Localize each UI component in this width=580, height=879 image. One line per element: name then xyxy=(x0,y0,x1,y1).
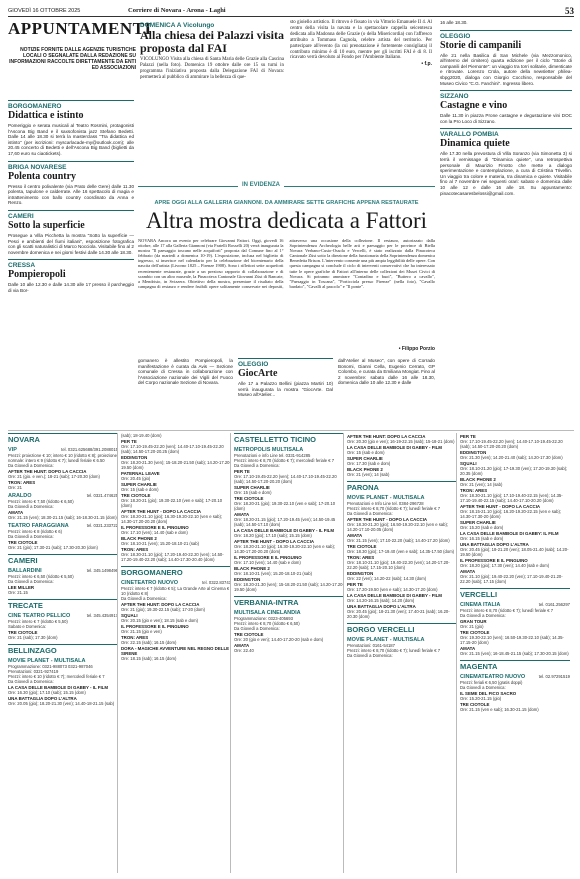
cinema-phone: tel. 0321.474625 xyxy=(86,493,118,498)
film-title: AMATA xyxy=(234,512,250,517)
schedule-line: Ore: 18.10-21.20 (gio); 17-19.30 (ven); 17.20-19.30 (sab); 20.35 (dom) xyxy=(460,466,568,476)
schedule-line: Da Giovedì a Domenica: xyxy=(347,653,393,658)
cinema-column xyxy=(460,433,570,873)
city-title: TRECATE xyxy=(8,599,118,610)
schedule-line: Ore: 21.10 (gio); 19.40-22.20 (ven); 17.10-19.40-21.20-22.20 (sab); 17.15 (dom) xyxy=(460,574,563,584)
schedule-line: Prezzi: proiezione € 10; intero € 10 (ridotto € 8); proiezione normale: intero € 9 (ridotto € 7); lunedì feriale € 6.50 xyxy=(8,453,117,463)
listing-text: Pomeriggio e serata musicali al Teatro Rosmini, protagonisti l'Ascona Big Band e il saxsofonista jazz Stefano Bedetti. Dalle 14 alle 18.30 si terrà la masterclass "Tra didattica ed istinto" (per iscrizioni: myscarlacade-my@outlook.com); alle 20.45 concerto di Bedetti e dell'Ascona Big Band (biglietti da 17,60 euro su ciaotickets). xyxy=(8,123,134,156)
film-title: BLACK PHONE 2 xyxy=(234,566,270,571)
film-title: IL SEME DEL FICO SACRO xyxy=(460,691,517,696)
city-title: VERBANIA-INTRA xyxy=(234,596,344,607)
cinema-column xyxy=(121,433,231,873)
giocarte-text: Alle 17 a Palazzo Bellini (piazza Martiri 10) verrà inaugurata la mostra "GiocArte. Dal Museo all'Atelier... xyxy=(238,381,333,398)
schedule-line: Ore: 17.10-19.45-22.20 (ven); 14.40-17.10-19.45-22.20 (sab); 14.50-17.20-20.25 (dom) xyxy=(121,444,224,454)
film-title: IL PROFESSORE E IL PINGUINO xyxy=(121,525,189,530)
cinema-name-label: CINEMA ITALIA xyxy=(460,602,501,608)
film-title: TRE CIOTOLE xyxy=(8,540,38,545)
film-title: TRON: ARES xyxy=(347,555,375,560)
film-title: IL PROFESSORE E IL PINGUINO xyxy=(234,555,302,560)
cinema-phone: tel. 0161.256297 xyxy=(538,602,570,607)
cinema-phone: tel. 02.97291519 xyxy=(538,674,570,679)
mid-bottom xyxy=(138,358,435,428)
listing-title: Sotto la superficie xyxy=(8,219,85,231)
film-title: PER TE xyxy=(234,469,250,474)
schedule-line: Ore: 18.20-21.10 (gio); 16.30-19.20-22.10 (ven e sab); 14.30-17.20-20.20 (dom) xyxy=(234,544,336,554)
cinema-column xyxy=(347,433,457,873)
schedule-line: Ore: 18.20-21.30 (ven); 15-18.20-21.50 (sab); 14.20-17.20-19.50 (dom) xyxy=(234,582,344,592)
city-title: VERCELLI xyxy=(460,588,570,599)
city-title: BORGO VERCELLI xyxy=(347,623,457,634)
film-title: AFTER THE HUNT: DOPO LA CACCIA xyxy=(121,602,200,607)
schedule-line: Ore: 15.20 (sab e dom) xyxy=(460,525,504,530)
schedule-line: Ore: 18.20-21.10 (gio); 16.30-19.20-22.10 (ven e sab); 14.30-17.20-20.20 (dom) xyxy=(121,514,223,524)
article-location: DOMENICA A Vicolungo xyxy=(140,22,215,29)
city-title: PARONA xyxy=(347,481,457,492)
schedule-line: Ore: 18.20-21.30 (ven); 15-18.20-21.50 (sab); 14.20-17.20-19.50 (dom) xyxy=(121,460,231,470)
evidenza-label: IN EVIDENZA xyxy=(238,182,284,188)
film-title: AFTER THE HUNT: DOPO LA CACCIA xyxy=(347,434,426,439)
listing-location: CRESSA xyxy=(8,259,134,269)
film-title: LA CASA DELLE BAMBOLE DI GABBY: IL FILM xyxy=(460,531,559,536)
cinema-separator xyxy=(8,430,574,431)
schedule-line: Ore: 16.15 (sab e dom) xyxy=(460,536,504,541)
schedule-line: Ore: 21 (ven); 14 (sab) xyxy=(347,472,390,477)
cinema-name-label: MOVIE PLANET - MULTISALA xyxy=(347,495,425,501)
film-title: EDDINGTON xyxy=(121,455,148,460)
cinema-name-label: BALLARDINI xyxy=(8,568,42,574)
listing-title: Castagne e vino xyxy=(440,100,508,112)
schedule-line: Ore: 22.40 xyxy=(234,648,254,653)
schedule-line: Da Giovedì a Domenica: xyxy=(8,504,54,509)
schedule-line: Ore: 22 (ven); 14.20-22 (sab); 14.30 (dom) xyxy=(347,576,427,581)
cinema-name-label: METROPOLIS MULTISALA xyxy=(234,447,304,453)
schedule-line: Ore: 21 (gio) xyxy=(460,624,484,629)
right-item xyxy=(440,30,572,87)
schedule-line: Ore: 18.30-21.20 (gio); 16.50-19.20-22.10 (ven e sab); 14.20-17.10-20.05 (dom) xyxy=(347,522,449,532)
schedule-line: Prezzi: intero € 8,70 (ridotto € 7); lunedì feriale € 7 xyxy=(347,648,441,653)
schedule-line: Da Giovedì a Domenica: xyxy=(460,613,506,618)
film-title: TRE CIOTOLE xyxy=(234,632,264,637)
schedule-line: Ore: 21 (gio); 19.30-22.15 (sab); 17-20 (dom) xyxy=(121,607,206,612)
schedule-line: Ore: 21 (ven); 14 (sab) xyxy=(460,482,503,487)
film-title: LA CASA DELLE BAMBOLE DI GABBY - IL FILM xyxy=(234,528,335,533)
city-title: BORGOMANERO xyxy=(121,566,231,577)
left-item xyxy=(8,161,134,206)
schedule-line: Ore: 18.20-21.15 (gio); 17.20-19.45 (ven); 14.50-19.45 (sab); 14.50-17.10 (dom) xyxy=(234,517,336,527)
listing-title: Polenta country xyxy=(8,170,77,182)
schedule-line: Ore: 18.30-21.10 (gio); 17.10-19.40-22.15 (ven); 14.35-17.10-19.40-22.15 (sab); 14.40-17.10-20.20 (dom) xyxy=(460,493,563,503)
schedule-line: Ore: 20.45 (gio); 18-21.30 (ven); 17.40-21 (sab); 16.20-20.30 (dom) xyxy=(347,609,450,619)
left-item xyxy=(8,210,134,255)
schedule-line: Ore: 18.30 (gio); 17-19.40 (ven e sab); 14.35-17.50 (dom) xyxy=(347,549,455,554)
listing-location: CAMERI xyxy=(8,210,134,220)
schedule-line: Prenotazioni e info Line tel. 0331-914285 xyxy=(234,453,311,458)
film-title: TRON: ARES xyxy=(121,635,149,640)
film-title: LA CASA DELLE BAMBOLE DI GABBY - FILM xyxy=(347,593,442,598)
listing-location: OLEGGIO xyxy=(440,30,572,40)
schedule-line: (sab); 18-19.40 (dom) xyxy=(121,433,162,438)
film-title: LA CASA DELLE BAMBOLE DI GABBY - IL FILM xyxy=(8,685,109,690)
schedule-line: Ore: 14.20-16.15 (sab); 14.20 (dom) xyxy=(347,598,415,603)
listing-text: Dalle 11.30 in piazza Prone castagne e degustazione vini DOC con la Pro Loco di Sizzano. xyxy=(440,113,572,124)
cinema-phone: tel. 345.1498496 xyxy=(86,568,118,573)
schedule-line: Ore: 18.10-21 (ven); 15.20-18.10-21 (sab) xyxy=(121,541,199,546)
schedule-line: Ore: 21.15 (gio e ven) xyxy=(121,629,162,634)
schedule-line: Ore: 18.10-21 (ven); 15.20-18.10-21 (sab) xyxy=(234,571,312,576)
schedule-line: Ore: 18.20 (gio); 17.30 (ven); 14.40 (sab e dom) xyxy=(460,563,550,568)
schedule-line: Ore: 17.30 (sab e dom) xyxy=(347,461,391,466)
giocarte-location: OLEGGIO xyxy=(238,358,333,368)
schedule-line: Prezzi: intero € 8,70 (ridotto € 7); mercoledì feriale € 7 xyxy=(234,458,335,463)
cinema-name-label: ARALDO xyxy=(8,493,32,499)
cinema-name-label: MOVIE PLANET - MULTISALA xyxy=(347,637,425,643)
listing-text: Alle 17.30 nella prevostura di Villa Soranzo (via Simonetta 3) si terrà il vernissage di "Dinamica quiete", una retrospettiva personale di Maurizio Finotto che mette a dialogo sperimentazione e contemplazione, a cura di Cristina Trivellin. Un viaggio tra colore e materia, tra dinamica e quiete. Visitabile fino al 7 novembre nei seguenti orari: sabato e domenica dalle 10 alle 12 e dalle 16 alle 18. Su appuntamento: pinacotecasaresbelossi@gmail.com. xyxy=(440,151,572,196)
film-title: PER TE xyxy=(460,434,476,439)
schedule-line: Ore: 17.20-19.50 (ven e sab); 14.30-17.20 (dom) xyxy=(347,587,438,592)
listing-location: VARALLO POMBIA xyxy=(440,128,572,138)
film-title: TRE CIOTOLE xyxy=(347,544,377,549)
film-title: TRE CIOTOLE xyxy=(460,630,490,635)
listing-title: Dinamica quiete xyxy=(440,138,510,150)
listing-text: Dalle 10 alle 12.30 e dalle 14.30 alle 17 presso il parcheggio di via Bor- xyxy=(8,282,134,293)
evidenza-title: Altra mostra dedicata a Fattori xyxy=(145,208,427,233)
cinema-phone: tel. 0322.83743 xyxy=(202,580,231,585)
evidenza-rule xyxy=(138,182,435,196)
listing-title: Didattica e istinto xyxy=(8,110,84,121)
schedule-line: Ore: 21.15 xyxy=(8,590,28,595)
article-text-continued: sto gioiello artistico. Il ritrovo è fissato in via Vittorio Emanuele II 4. Al centro della visita la navata e la spettacolare cappella seicentesca dedicata alla Madonna delle Grazie (o della Misericordia) con l'affresco attribuito a Tommaso Cagnola, celebre artista del territorio. Per partecipare all'evento (la cui prenotazione è fortemente consigliata) il contributo minimo è di 10 euro, mentre per gli iscritti FAI è di 8. Il ricavato verrà devoluto al Fondo per l'Ambiente Italiano. xyxy=(290,20,432,61)
schedule-line: Da Giovedì a Domenica: xyxy=(347,511,393,516)
right-item xyxy=(440,20,572,26)
appuntamenti-header xyxy=(8,19,152,99)
film-title: TRE CIOTOLE xyxy=(121,493,151,498)
schedule-line: Ore: 18.15-21.10 (gio); 16.20-19.20-22.15 (ven e sab); 14.30-17.30-20 (dom) xyxy=(460,509,562,519)
schedule-line: Prezzi: intero € 7,50 (ridotto € 6,50) xyxy=(8,499,74,504)
film-title: EDDINGTON xyxy=(347,571,374,576)
film-title: GRAN TOUR xyxy=(460,619,487,624)
schedule-line: Ore: 18.15 (sab); 16.15 (dom) xyxy=(121,656,177,661)
listing-location: BORGOMANERO xyxy=(8,100,134,110)
film-title: PER TE xyxy=(121,439,137,444)
cinema-name-label: MULTISALA CINELANDIA xyxy=(234,610,301,616)
schedule-line: Sabato e Domenica: xyxy=(8,624,46,629)
schedule-line: Ore: 21 (gio); 17.30-21 (sab); 17.30-20.30 (dom) xyxy=(8,545,98,550)
schedule-line: Ore: 21 (gio. e ven.); 18-21 (sab); 17-20.30 (dom) xyxy=(8,474,100,479)
article-text: VICOLUNGO Visita alla chiesa di Santa Maria delle Grazie alla Cascina Palazzi (nella foto). Domenica 19 ottobre dalle ore 15 su turni in programma l'iniziativa proposta dalla Delegazione FAI di Novara: permetterà al pubblico di ammirare la bellezza di que- xyxy=(140,57,284,80)
right-item xyxy=(440,128,572,196)
schedule-line: Ore: 15.20-21.15 (gio) xyxy=(460,696,502,701)
schedule-line: Programmazione: 0323-405693 xyxy=(234,616,293,621)
paper-name: Corriere di Novara - Arona - Laghi xyxy=(128,7,226,14)
schedule-line: Da Giovedì a Domenica: xyxy=(121,596,167,601)
schedule-line: Prenotazioni e Info Line tel. 0384-296728 xyxy=(347,501,424,506)
film-title: TRE CIOTOLE xyxy=(234,496,264,501)
schedule-line: Ore: 21.15 (ven); 18.30-21.15 (sab); 16-18.30-21.15 (dom) xyxy=(8,515,117,520)
schedule-line: Ore: 20.45 (gio); 18-21.20 (ven); 18.05-21.40 (sab); 14.20-19.50 (dom) xyxy=(460,547,569,557)
schedule-line: Prezzi: intero € 8,70 (ridotto € 7); lunedì feriale € 7 xyxy=(347,506,441,511)
section-title: APPUNTAMENTI xyxy=(8,19,152,38)
film-title: AFTER THE HUNT - DOPO LA CACCIA xyxy=(347,517,428,522)
listing-title: Storie di campanili xyxy=(440,39,522,51)
schedule-line: Ore: 15 (sab e dom) xyxy=(234,490,272,495)
schedule-line: Ore: 18.20-21 (gio); 19.30-22.10 (ven e sab); 17-20.10 (dom) xyxy=(234,501,336,511)
listing-text: Presso il centro polivalente (via Prato delle Gere) dalle 11.30 polenta, tapulone e calderrate. Alle 16 spettacolo di magia e intrattenimento con ballo country coordinato da Anna e Renzo. xyxy=(8,183,134,206)
film-title: AFTER THE HUNT - DOPO LA CACCIA xyxy=(460,504,541,509)
schedule-line: Ore: 18.20 (gio); 17.10 (sab); 15.15 (dom) xyxy=(234,533,312,538)
section-notice: NOTIZIE FORNITE DALLE AGENZIE TURISTICHE LOCALI O SEGNALATE DALLA REDAZIONE SU INFORMAZIONI RACCOLTE DIRETTAMENTE DA ENTI ED ASSOCIAZIONI xyxy=(9,47,136,71)
schedule-line: Ore: 21 (sab); 17.30 (dom) xyxy=(8,635,58,640)
evidenza-credit: • Filippo Porzio xyxy=(398,346,435,352)
schedule-line: Ore: 15 (sab e dom) xyxy=(347,450,385,455)
film-title: TRE CIOTOLE xyxy=(460,702,490,707)
schedule-line: Ore: 19.30-22.10 (ven); 16.50-19.30-22.10 (sab); 14.35-17.15-20 (dom) xyxy=(460,635,564,645)
schedule-line: Ore: 20.30 (gio e ven); 16-19-22.15 (sab); 15-18-21 (dom) xyxy=(347,439,455,444)
schedule-line: Da Giovedì a Domenica: xyxy=(460,685,506,690)
film-title: AMATA xyxy=(347,533,363,538)
schedule-line: Prezzi: feriali € 6,50 (gratis doppi) xyxy=(460,680,523,685)
schedule-line: Ore: 17.10-19.45-22.20 (ven); 14.40-17.10-19.45-22.20 (sab); 14.50-17.20-20.20 (dom) xyxy=(460,439,563,449)
film-title: AFTER THE HUNT: DOPO LA CACCIA xyxy=(8,469,87,474)
city-title: MAGENTA xyxy=(460,660,570,671)
film-title: PATERNAL LEAVE xyxy=(121,471,160,476)
schedule-line: Da Giovedì a Domenica: xyxy=(8,679,54,684)
schedule-line: Ore: 21 xyxy=(8,485,22,490)
right-item xyxy=(440,90,572,124)
cinema-column xyxy=(234,433,344,873)
page-number: 53 xyxy=(565,5,574,16)
schedule-line: Prezzi: intero € 7 (ridotto € 5,50) xyxy=(8,619,68,624)
left-item xyxy=(8,259,134,293)
film-title: SUPER CHARLIE xyxy=(347,456,383,461)
film-title: BLACK PHONE 2 xyxy=(121,536,157,541)
schedule-line: Ore: 15 (sab e dom) xyxy=(121,487,159,492)
evidenza-text: NOVARA Ancora un evento per celebrare Giovanni Fattori. Oggi, giovedì 16 ottobre, alle 17 alla Galleria Giannoni (via Fratelli Rosselli 20) verrà inaugurata la mostra "Il paesaggio toscano nelle acquiforti" proposta dal Comune fino al 1° febbraio (da martedì a domenica 10-19). L'esposizione, inclusa nel biglietto di ingresso, si inserisce nel calendario per la celebrazione del bicentenario della nascita dell'artista (Livorno 1825 – Firenze 1908). Sono i riflettori sette acqueforti recentemente restaurate, grazie a un prezioso rapporto di collaborazione e di scambio con un altro museale, la Pinacoteca Cantonale Giovanni Züst di Rancate, a Mendrisio, in Svizzera. Obiettivo della mostra, presentare il risultato della campagna di restauro e rendere fruibili opere solitamente conservate nei depositi, attraverso una occasione della collezione. Il restauro, autorizzato dalla Soprintendenza Archeologia belle arti e paesaggio per le province di Biella Novara Verbano-Cusio-Ossola e Vercelli, è stato realizzato dalla Pinacoteca Cantonale Züst sotto la direzione della funzionaria della Soprintendenza domenica Benedetta Brison. L'intervento consente una più ampia leggibilità delle opere. Con questa campagna si conclude il ciclo di interventi conservativi che ha interessato tutte le opere grafiche di Fattori all'interno delle collezioni dei Musei Civici di Novara. Si potranno ammirare "Contadino e buoi", "Buttero a cavallo", "Paesaggio in Toscana", "Porticciola presso Firenze" (nella foto), "Cavallo bardato", "Cavalli al pascolo" e "Il ponte". xyxy=(138,238,435,289)
schedule-line: Ore: 21.30 (ven); 14.20-21.40 (sab); 14.20-17.30 (dom) xyxy=(460,455,563,460)
schedule-line: Ore: 20.45 (gio) xyxy=(121,476,151,481)
city-title: BELLINZAGO xyxy=(8,644,118,655)
schedule-line: Ore: 16.30 (gio); 17.10 (sab); 15.15 (dom) xyxy=(8,690,86,695)
article-title: Alla chiesa dei Palazzi visita proposta dal FAI xyxy=(140,28,284,55)
film-title: UNA BATTAGLIA DOPO L'ALTRA xyxy=(347,604,416,609)
masthead xyxy=(8,5,574,17)
schedule-line: Ore: 21.15 (ven e sab); 16.30-21.15 (dom) xyxy=(460,707,539,712)
listing-text: Alle 21 nella Basilica di San Michele (via Mezzomonico, all'interno del cimitero) quarta edizione per il ciclo "Storie di campanili del Piemonte": un viaggio tra torri solitarie, dimenticate e ritrovate. Lorenzo Crola, autore della newsletter philea-sbpg2020, dialoga con Giorgio Cocchino, responsabile del Museo Civico "C.G. Fanchini". Ingresso libero. xyxy=(440,52,572,86)
film-title: SUPER CHARLIE xyxy=(121,482,157,487)
column-divider xyxy=(117,433,118,873)
schedule-line: Prezzi: intero € 6,50 (ridotto € 5,50) xyxy=(8,574,74,579)
schedule-line: Ore: 21.15 (ven); 17.10-22.20 (sab); 14.40-17.20 (dom) xyxy=(347,538,450,543)
schedule-line: Ore: 20.05 (gio); 18.20-21.30 (ven); 14.40-18-21.15 (sab) xyxy=(8,701,115,706)
film-title: LEE MILLER xyxy=(8,585,35,590)
listing-text: Prosegue a Villa Picchetta la mostra "Sotto la superficie — Pesci e ambienti del fiumi italiani", esposizione fotografica con gli scatti naturalistici di Marco Nocciola. Visitabile fino al 2 novembre domenica e nei giorni festivi dalle 14.30 alle 18.30. xyxy=(8,232,134,255)
left-item xyxy=(8,100,134,157)
schedule-line: Ore: 18.20-21 (gio); 19.30-22.10 (ven e sab); 17-20.10 (dom) xyxy=(121,498,223,508)
film-title: IL PROFESSORE E IL PINGUINO xyxy=(121,624,189,629)
film-title: IL PROFESSORE E IL PINGUINO xyxy=(460,558,528,563)
film-title: AMATA xyxy=(460,646,476,651)
film-title: TRE CIOTOLE xyxy=(8,630,38,635)
cinema-phone: tel. 345.4354917 xyxy=(86,613,118,618)
film-title: SUPER CHARLIE xyxy=(460,520,496,525)
schedule-line: Ore: 20 (gio e ven); 14.40-17.20-20 (sab e dom) xyxy=(234,637,324,642)
vicolungo-article xyxy=(140,20,432,180)
evidenza-kicker: APRE OGGI ALLA GALLERIA GIANNONI. DA AMMIRARE SETTE GRAFICHE APPENA RESTAURATE xyxy=(154,200,419,206)
city-title: CAMERI xyxy=(8,554,118,565)
film-title: TRON: ARES xyxy=(460,488,488,493)
film-title: PER TE xyxy=(347,582,363,587)
cressa-continued: gomanero è allestito Pompieropoli, la manifestazione è curata da Avis — Sezione comunale di Cressa in collaborazione con l'Associazione nazionale dei Vigili del Fuoco del Corpo nazionale Sezione di Novara. xyxy=(138,358,233,386)
film-title: SQUALI xyxy=(460,461,477,466)
film-title: AFTER THE HUNT - DOPO LA CACCIA xyxy=(234,539,315,544)
schedule-line: Da Giovedì a Domenica: xyxy=(234,463,280,468)
listing-text: 16 alle 18.30. xyxy=(440,20,468,25)
city-title: NOVARA xyxy=(8,433,118,444)
cinema-column xyxy=(8,433,118,873)
film-title: TRON: ARES xyxy=(8,480,36,485)
film-title: SQUALI xyxy=(121,613,138,618)
film-title: TRON: ARES xyxy=(121,547,149,552)
cinema-name-label: TEATRO FARAGGIANA xyxy=(8,523,69,529)
schedule-line: Ore: 22.15 (sab); 16.15 (dom) xyxy=(121,640,177,645)
film-title: BLACK PHONE 2 xyxy=(347,467,383,472)
right-listings xyxy=(440,20,572,430)
column-divider xyxy=(230,433,231,873)
column-divider xyxy=(456,433,457,873)
evidenza-body xyxy=(138,238,435,348)
schedule-line: Ore: 18.30-21.10 (gio); 17.20-19.40-22.20 (ven); 14.50-17.20-19.40-22.20 (sab); 14.40-17.30-20.40 (dom) xyxy=(121,552,224,562)
schedule-line: Da Giovedì a Domenica: xyxy=(8,579,54,584)
cinema-name-label: CINEMATEATRO NUOVO xyxy=(460,674,526,680)
article-credit: • f.p. xyxy=(421,61,432,68)
listing-location: BRIGA NOVARESE xyxy=(8,161,134,171)
film-title: DORA - MAGICHE AVVENTURE NEL REGNO DELLE SIRENE xyxy=(121,646,230,656)
schedule-line: Ore: 17.10-19.45-22.20 (ven); 14.40-17.10-19.45-22.20 (sab); 14.50-17.20-20.20 (dom) xyxy=(234,474,337,484)
film-title: AMATA xyxy=(234,643,250,648)
cinema-phone: tel. 0321.233722 xyxy=(86,523,118,528)
column-divider xyxy=(343,433,344,873)
film-title: LA CASA DELLE BAMBOLE DI GABBY - FILM xyxy=(347,445,442,450)
cinema-name-label: CINE TEATRO PELLICO xyxy=(8,613,71,619)
schedule-line: Prenotazioni: 0161-54187 xyxy=(347,643,395,648)
film-title: EDDINGTON xyxy=(234,577,261,582)
city-title: CASTELLETTO TICINO xyxy=(234,433,344,444)
cinema-name-label: CINETEATRO NUOVO xyxy=(121,580,179,586)
schedule-line: Prezzi: intero € 8 (ridotto € 6) xyxy=(8,529,62,534)
listing-title: Pompieropoli xyxy=(8,269,66,281)
schedule-line: Programmazione: 0321-988073 0321-987046 xyxy=(8,664,93,669)
schedule-line: Prezzi: intero € 8,70 (ridotto € 7); lunedì feriale € 7 xyxy=(460,608,554,613)
cinema-name-label: VIP xyxy=(8,447,17,453)
schedule-line: Da Giovedì a Domenica: xyxy=(234,626,280,631)
schedule-line: Ore: 18.10-21.10 (gio); 19.40-22.20 (ven); 14.20-17.20-22.20 (sab); 17.15-20.10 (dom) xyxy=(347,560,450,570)
cinema-phone: tel. 0321.625688/391.2088015 xyxy=(61,447,118,452)
film-title: AFTER THE HUNT - DOPO LA CACCIA xyxy=(121,509,202,514)
giocarte-title: GiocArte xyxy=(238,368,278,379)
schedule-line: Prezzi: intero € 7 (ridotto € 5); La Grande Arte al Cinema € 10 (ridotto € 8) xyxy=(121,586,230,596)
schedule-line: Da Giovedì a Domenica: xyxy=(8,463,54,468)
giocarte-text-continued: dall'Atelier al Museo", con opere di Corrado Bonomi, Gianni Cella, Eugenio Cerrato, GP Colombo, e curata da Emiliana Mongiat. Fino al 2 novembre: sabato dalle 16 alle 18.30, domenica dalle 10 alle 12.30 e dalle xyxy=(338,358,435,386)
schedule-line: Ore: 20.15 (gio e ven); 18.15 (sab e dom) xyxy=(121,618,199,623)
issue-date: GIOVEDÌ 16 OTTOBRE 2025 xyxy=(8,7,81,14)
cinema-name-label: MOVIE PLANET - MULTISALA xyxy=(8,658,86,664)
schedule-line: Prezzi: intero € 8,70 (ridotto € 6,50) xyxy=(234,621,300,626)
film-title: UNA BATTAGLIA DOPO L'ALTRA xyxy=(8,696,77,701)
schedule-line: Da Giovedì a Domenica: xyxy=(8,534,54,539)
listing-location: SIZZANO xyxy=(440,90,572,100)
schedule-line: Prezzi: intero € 10 (ridotto € 7); mercoledì feriale € 7 xyxy=(8,674,105,679)
left-listings xyxy=(8,100,134,430)
film-title: EDDINGTON xyxy=(460,450,487,455)
schedule-line: Prenotazioni: 0321-927419 xyxy=(8,669,59,674)
schedule-line: Ore: 21.15 (ven); 16-18.45-21.15 (sab); 17.30-20.15 (dom) xyxy=(460,651,569,656)
film-title: UNA BATTAGLIA DOPO L'ALTRA xyxy=(460,542,529,547)
film-title: BLACK PHONE 2 xyxy=(460,477,496,482)
film-title: SUPER CHARLIE xyxy=(234,485,270,490)
film-title: AMATA xyxy=(460,569,476,574)
film-title: AMATA xyxy=(8,510,24,515)
schedule-line: Ore: 17.10 (ven); 14.40 (sab e dom) xyxy=(234,560,301,565)
schedule-line: Ore: 17.10 (ven); 14.40 (sab e dom) xyxy=(121,530,188,535)
